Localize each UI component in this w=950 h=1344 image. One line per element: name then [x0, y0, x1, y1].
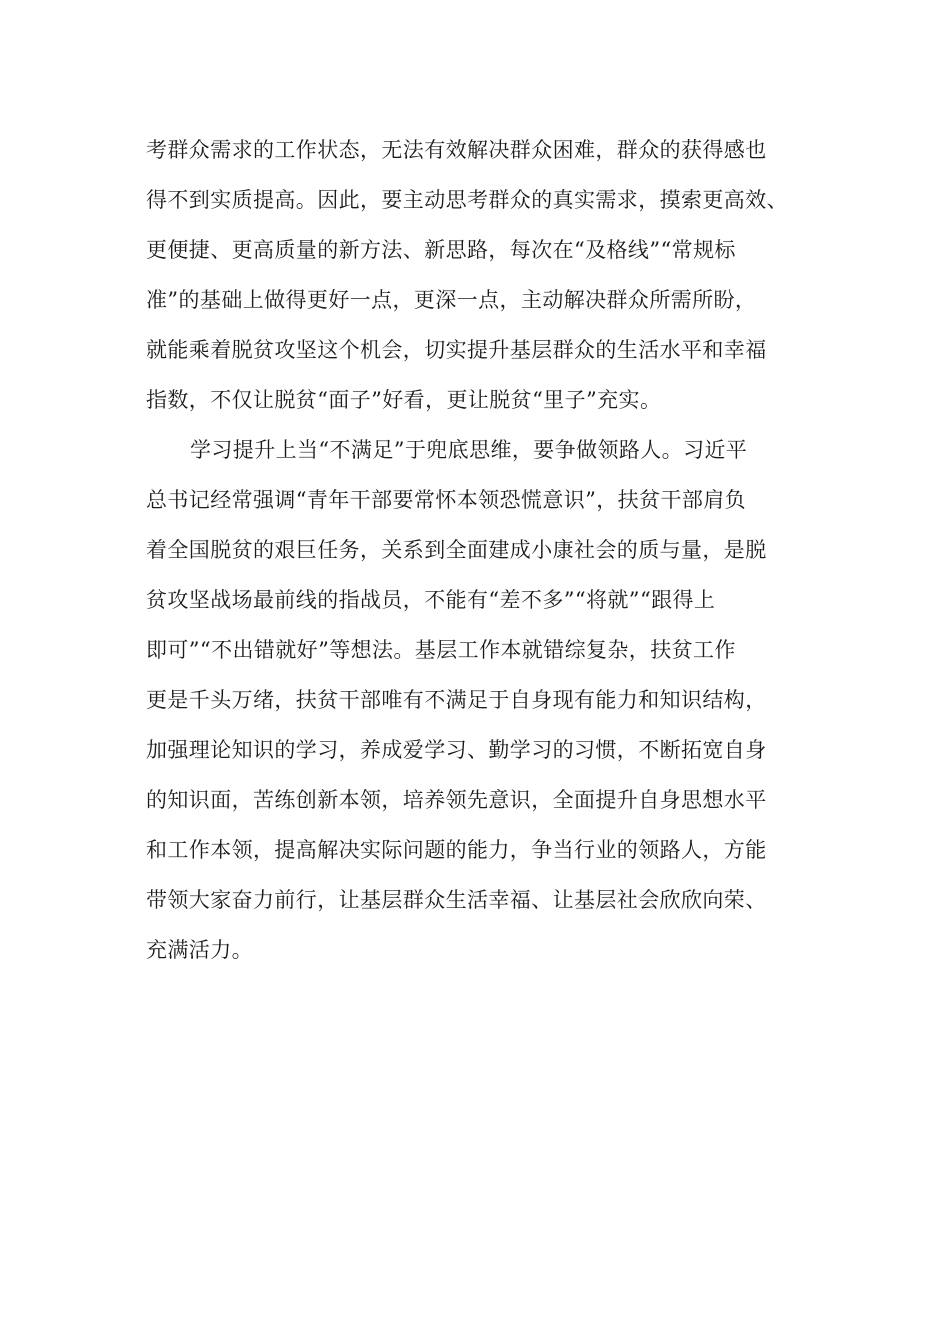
text-line: 考群众需求的工作状态，无法有效解决群众困难，群众的获得感也 [146, 138, 767, 162]
text-line: 加强理论知识的学习，养成爱学习、勤学习的习惯，不断拓宽自身 [146, 738, 767, 762]
text-line: 就能乘着脱贫攻坚这个机会，切实提升基层群众的生活水平和幸福 [146, 338, 767, 362]
text-line: 带领大家奋力前行，让基层群众生活幸福、让基层社会欣欣向荣、 [146, 888, 767, 912]
text-line: 和工作本领，提高解决实际问题的能力，争当行业的领路人，方能 [146, 838, 767, 862]
text-line: 总书记经常强调“青年干部要常怀本领恐慌意识”，扶贫干部肩负 [146, 488, 747, 512]
paragraph-first-line: 学习提升上当“不满足”于兜底思维，要争做领路人。习近平 [190, 438, 748, 462]
text-line: 指数，不仅让脱贫“面子”好看，更让脱贫“里子”充实。 [146, 388, 662, 412]
text-line: 更便捷、更高质量的新方法、新思路，每次在“及格线”“常规标 [146, 238, 736, 262]
text-line: 的知识面，苦练创新本领，培养领先意识，全面提升自身思想水平 [146, 788, 767, 812]
text-line: 即可”“不出错就好”等想法。基层工作本就错综复杂，扶贫工作 [146, 638, 736, 662]
text-line: 充满活力。 [146, 938, 253, 962]
text-line: 准”的基础上做得更好一点，更深一点，主动解决群众所需所盼， [146, 288, 757, 312]
text-line: 贫攻坚战场最前线的指战员，不能有“差不多”“将就”“跟得上 [146, 588, 716, 612]
text-line: 着全国脱贫的艰巨任务，关系到全面建成小康社会的质与量，是脱 [146, 538, 767, 562]
text-line: 更是千头万绪，扶贫干部唯有不满足于自身现有能力和知识结构， [146, 688, 767, 712]
text-line: 得不到实质提高。因此，要主动思考群众的真实需求，摸索更高效、 [146, 188, 788, 212]
